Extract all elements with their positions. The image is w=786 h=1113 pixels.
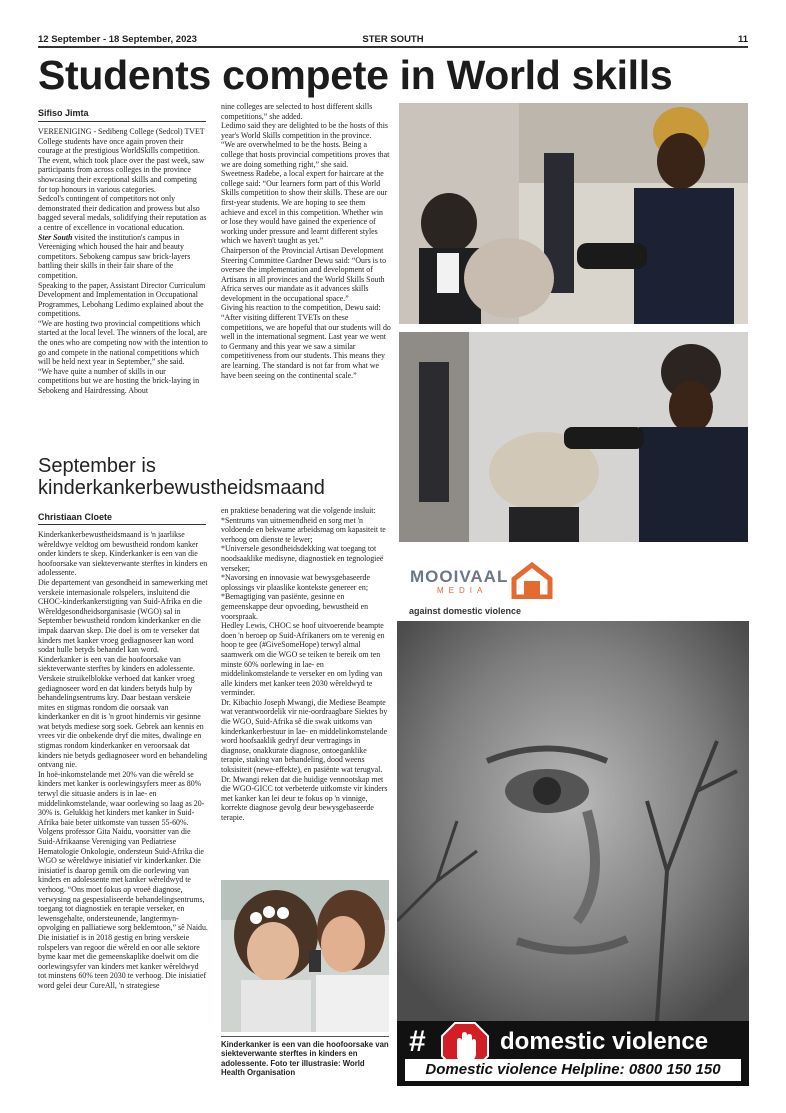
paragraph-text: visited the institution's campus in Vereeniging which housed the hair and beauty competitors. Sebokeng campus saw brick-layers battling their skills in their fair share of the competition. bbox=[38, 232, 191, 280]
paragraph: The event, which took place over the past week, saw participants from across colleges in the province showcasing their exceptional skills and competing for top honours in various categories. bbox=[38, 155, 205, 194]
paragraph: Sedcol's contingent of competitors not only demonstrated their dedication and prowess but also bagged several medals, solidifying their reputation as a centre of excellence in vocational education. bbox=[38, 194, 207, 232]
byline-sifiso: Sifiso Jimta bbox=[38, 108, 89, 118]
paragraph bbox=[38, 233, 208, 281]
photo-hairdressing-competitor bbox=[399, 103, 748, 324]
ad-brand-sub: MEDIA bbox=[437, 586, 488, 595]
paragraph: Die inisiatief is in 2018 gestig en bring verskeie rolspelers van regoor die wêreld en oor alle sektore byme kaar met die gemeenskaplike doelwit om die oorlewingsyfer van kinders met kanker wêreldwyd tot minstens 60% teen 2030 te verhoog. Die inisiatief word gelei deur CureAll, 'n strategiese bbox=[38, 932, 207, 990]
ad-helpline: Domestic violence Helpline: 0800 150 150 bbox=[405, 1059, 741, 1081]
ad-brand: MOOIVAAL bbox=[410, 567, 509, 586]
caption-rule bbox=[221, 1036, 389, 1037]
paragraph: “We have quite a number of skills in our competitions but we are hosting the brick-laying in Sebokeng and Hairdressing. About bbox=[38, 366, 200, 396]
paragraph: In hoë-inkomstelande met 20% van die wêreld se kinders met kanker is oorlewingsyfers meer as 80% terwyl die situasie anders is in lae- en middelinkomstelande, waar oorlewing so laag as 20-30% is. Gelukkig het kinders met kanker in Suid-Afrika baie beter uitkomste van tussen 55-60%. bbox=[38, 769, 205, 827]
paragraph: Kinderkanker is een van die hoofoorsake van siekteverwante sterftes by kinders en adolessente. Verskeie struikelblokke verhoed dat kanker vroeg gediagnoseer word en dat kinders betyds hulp by behandelingsentrums kry. Daar bestaan verskeie mites en stigmas rondom die oorsaak van kinderkanker en dit is 'n groot hindernis vir gesinne wat betyds mediese sorg soek. Gebrek aan kennis en vrees vir die onbekende dryf die mites, dwalinge en stigmas rondom kinderkanker en veroorsaak dat kinders nie betyds gediagnoseer word en behandeling ontvang nie. bbox=[38, 654, 208, 770]
article2-column-1 bbox=[38, 530, 208, 1080]
article2-column-2 bbox=[221, 506, 391, 876]
paragraph: *Universele gesondheidsdekking wat toegang tot noodsaaklike medisyne, diagnostiek en tegnologieë verseker; bbox=[221, 544, 384, 573]
paragraph: *Bemagtiging van pasiënte, gesinne en gemeenskappe deur opvoeding, bewustheid en voorspraak. bbox=[221, 592, 369, 621]
paragraph: Speaking to the paper, Assistant Director Curriculum Development and Implementation in Occupational Programmes, Lebohang Ledimo explained about the competitions. bbox=[38, 280, 206, 319]
source-name: Ster South bbox=[38, 232, 73, 242]
paper-name: STER SOUTH bbox=[362, 34, 424, 45]
paragraph: “We are overwhelmed to be the hosts. Being a college that hosts provincial competitions proves that we are doing something right,” she said. bbox=[221, 140, 390, 169]
paragraph: Ledimo said they are delighted to be the hosts of this year's World Skills competition in the province. bbox=[221, 121, 388, 140]
page-number: 11 bbox=[737, 34, 748, 45]
article1-column-2 bbox=[221, 102, 391, 446]
paragraph: VEREENIGING - Sedibeng College (Sedcol) TVET College students have once again proven their courage at the prestigious WorldSkills competition. bbox=[38, 127, 205, 156]
paragraph: Kinderkankerbewustheidsmaand is 'n jaarlikse wêreldwye veldtog om bewustheid rondom kanker onder kinders te skep. Kinderkanker is een van die hoofoorsake van siekteverwante sterftes in kinders en adolessente. bbox=[38, 530, 208, 578]
paragraph: Giving his reaction to the competition, Dewu said: “After visiting different TVETs on these competitions, we are hopeful that our students will do well in the international segment. Last year we went to Germany and this year we saw a similar competitiveness from our students. This means they are learning. The standard is not far from what we have been seeing on the continental scale.” bbox=[221, 303, 391, 380]
paragraph: Sweetness Radebe, a local expert for haircare at the college said: “Our learners form part of this World Skills competition to show their skills. These are our first-year students. We are hoping to see them achieve and excel in this competition. Whether win or lose they would have gained the experience of working under pressure and learnt different styles which we haven't taught as yet.” bbox=[221, 169, 388, 246]
paragraph: nine colleges are selected to host different skills competitions,” she added. bbox=[221, 102, 373, 121]
paragraph: en praktiese benadering wat die volgende insluit: bbox=[221, 506, 376, 515]
header-rule bbox=[38, 46, 748, 48]
byline-rule bbox=[38, 121, 206, 122]
photo-caption: Kinderkanker is een van die hoofoorsake van siekteverwante sterftes in kinders en adolessente. Foto ter illustrasie: World Health Organisation bbox=[221, 1040, 389, 1078]
house-logo-icon bbox=[510, 561, 554, 599]
paragraph: Volgens professor Gita Naidu, voorsitter van die Suid-Afrikaanse Vereniging van Pediatriese Hematologie Onkologie, ondersteun Suid-Afrika die WGO se wêreldwye inisiatief vir kinderkanker. Die inisiatief is daarop gemik om die oorlewing van kinders en adolessente met kanker wêreldwyd te verhoog. “Ons moet fokus op vroeë diagnose, verwysing na gespesialiseerde behandelingsentrums, toegang tot diagnostiek en terapie verseker, en lewensgehalte, ondersteunende, langtermyn-opvolging en palliatiewe sorg beklemtoon,” sê Naidu. bbox=[38, 827, 208, 933]
paragraph: Hedley Lewis, CHOC se hoof uitvoerende beampte doen 'n beroep op Suid-Afrikaners om te verenig en hoop te gee (#GiveSomeHope) terwyl almal saamwerk om die WGO se teiken te bereik om ten minste 60% oorlewing in lae- en middelinkomstelande te verseker en om lyding van alle kinders met kanker teen 2030 wêreldwyd te verminder. bbox=[221, 621, 385, 698]
paragraph: Dr. Kibachio Joseph Mwangi, die Mediese Beampte wat verantwoordelik vir nie-oordraagbare Siektes by die WGO, Suid-Afrika sê die swak uitkoms van kinderkankerbestuur in lae- en middelinkomstelande word hoofsaaklik gedryf deur vertragings in diagnose, onakkurate diagnose, ontoeganklike terapie, staking van behandeling, dood weens toksisiteit (newe-effekte), en pasiënte wat terugval. bbox=[221, 697, 388, 775]
paragraph: Dr. Mwangi reken dat die huidige vennootskap met die WGO-GICC tot verbeterde uitkomste vir kinders met kanker kan lei deur te fokus op 'n vinnige, korrekte diagnose gevolg deur bewysgebaseerde terapie. bbox=[221, 774, 388, 822]
paragraph: *Sentrums van uitnemendheid en sorg met 'n voldoende en bekwame arbeidsmag om kapasiteit te verhoog om dienste te lewer; bbox=[221, 515, 386, 544]
ad-banner-text: domestic violence bbox=[500, 1028, 709, 1055]
article1-column-1 bbox=[38, 127, 208, 449]
photo-hairdressing-detail bbox=[399, 332, 748, 542]
issue-date: 12 September - 18 September, 2023 bbox=[38, 34, 197, 45]
paragraph: *Navorsing en innovasie wat bewysgebaseerde oplossings vir plaaslike kontekste genereer en; bbox=[221, 573, 370, 592]
ad-tagline: against domestic violence bbox=[409, 606, 522, 616]
headline-kinderkanker: September is kinderkankerbewustheidsmaand bbox=[38, 455, 325, 499]
headline-world-skills: Students compete in World skills bbox=[38, 52, 673, 98]
byline-rule bbox=[38, 524, 206, 525]
paragraph: Chairperson of the Provincial Artisan Development Steering Committee Gardner Dewu said: “Ours is to oversee the implementation and development of Artisans in all provinces and the World Skills South Africa serves our mandate as it advances skills development in the occupational space.” bbox=[221, 245, 387, 303]
ad-face-artwork bbox=[397, 621, 749, 1021]
ad-hashtag: # bbox=[409, 1025, 426, 1058]
byline-christiaan: Christiaan Cloete bbox=[38, 512, 113, 522]
paragraph: “We are hosting two provincial competitions which started at the local level. The winners of the local, are the ones who are competing now with the intention to go and compete in the national competitions which will be held next year in September,” she said. bbox=[38, 318, 208, 367]
ad-domestic-violence bbox=[397, 551, 749, 1086]
paragraph: Die departement van gesondheid in samewerking met verskeie internasionale rolspelers, insluitend die CHOC-kinderkankerstigting van Suid-Afrika en die Wêreldgesondheidsorganisasie (WGO) sal in September bewustheid rondom kinderkanker en die impak daarvan skep. Die doel is om te verseker dat kinders met kanker vroeg gediagnoseer kan word sodat hulle betyds behandel kan word. bbox=[38, 577, 208, 655]
photo-child-with-doctor bbox=[221, 880, 389, 1032]
